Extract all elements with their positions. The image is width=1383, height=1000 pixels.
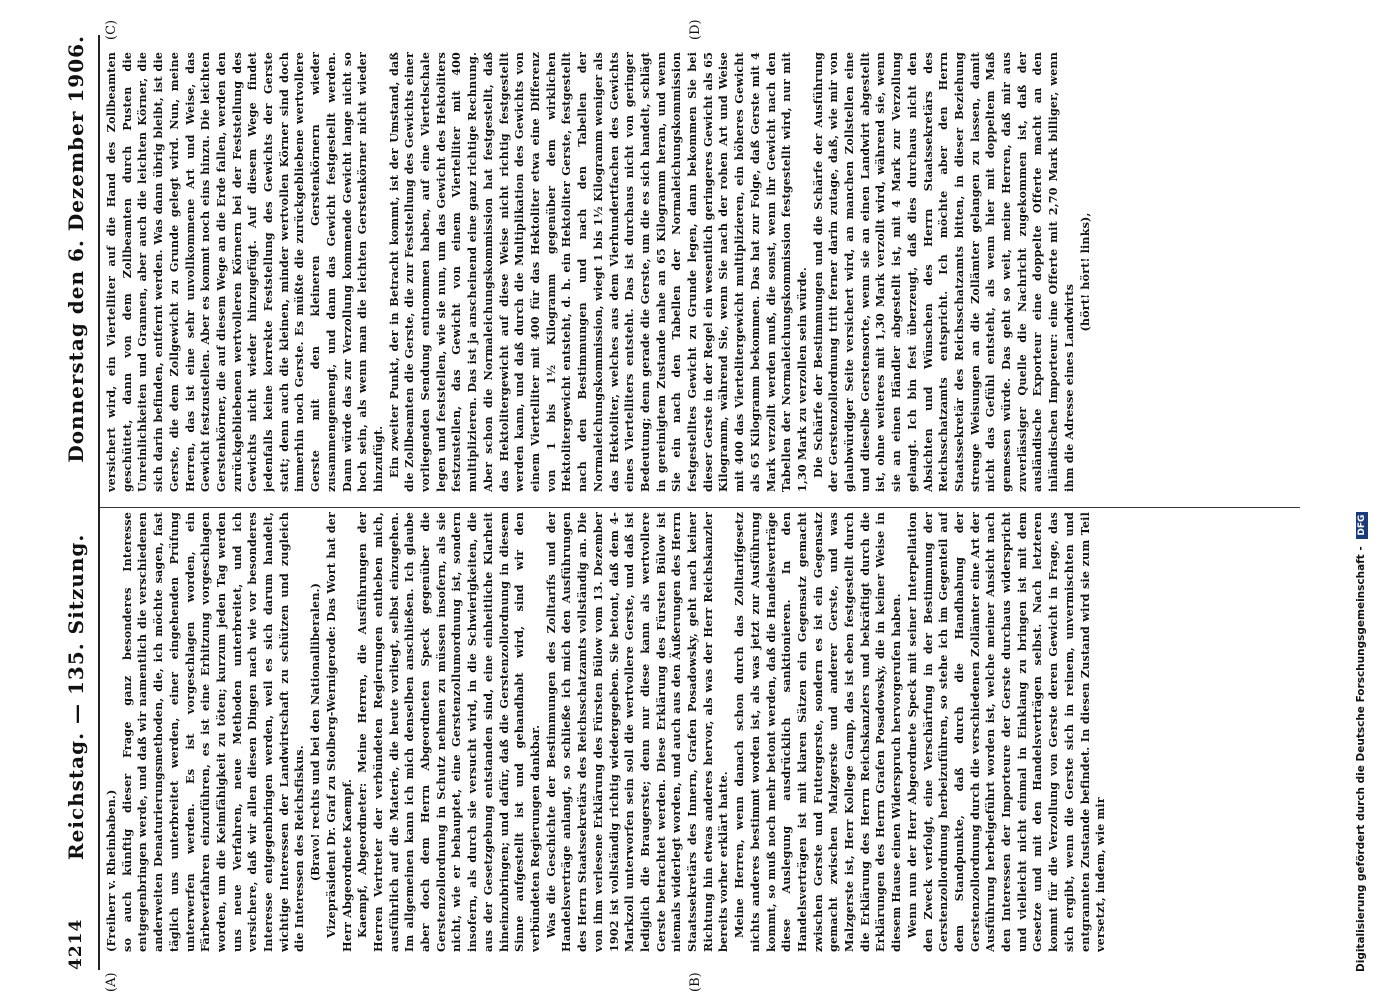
- paragraph: Meine Herren, wenn danach schon durch das Zolltarifgesetz nichts anderes bestimmt worden ist, als was jetzt zur Ausführung kommt, so muß noch mehr betont werden, daß die Handelsverträge diese Auslegung ausdrücklich sanktionieren. In den Handelsverträgen ist mit klaren Sätzen ein Gegensatz gemacht zwischen Gerste und Futtergerste, sondern es ist ein Gegensatz gemacht zwischen Malzgerste und anderer Gerste, und was Malzgerste ist, Herr Kollege Gamp, das ist eben festgestellt durch die Erklärung des Herrn Reichskanzlers und bekräftigt durch die Erklärungen des Herrn Grafen Posadowsky, die in keiner Weise in diesem Hause einen Widerspruch hervorgerufen haben.: [732, 512, 904, 952]
- right-column: [104, 52, 1294, 492]
- running-title: Reichstag. — 135. Sitzung.: [64, 533, 88, 860]
- column-divider: [100, 507, 1300, 508]
- paragraph: Was die Geschichte der Bestimmungen des Zolltarifs und der Handelsverträge anlangt, so schließe ich mich den Ausführungen des Herrn Staatssekretärs des Reichsschatzamts vollständig an. Die von ihm verlesene Erklärung des Fürsten Bülow vom 13. Dezember 1902 ist vollständig richtig wiedergegeben. Sie betont, daß dem 4-Markzoll unterworfen sein soll die wertvollere Gerste, und daß ist lediglich die Braugerste; denn nur diese kann als wertvollere Gerste betrachtet werden. Diese Erklärung des Fürsten Bülow ist niemals widerlegt worden, und auch aus den Äußerungen des Herrn Staatssekretärs des Innern, Grafen Posadowsky, geht nach keiner Richtung hin etwas anderes hervor, als was der Herr Reichskanzler bereits vorher erklärt hatte.: [543, 512, 731, 952]
- page-header: [62, 35, 96, 970]
- session-date: Donnerstag den 6. Dezember 1906.: [64, 35, 88, 463]
- digitization-footer: [1355, 32, 1368, 972]
- page-number: 4214: [66, 918, 86, 970]
- interjection: (Bravo! rechts und bei den Nationalliberalen.): [308, 582, 323, 882]
- paragraph: so auch künftig dieser Frage ganz besonderes Interesse entgegenbringen werde, und daß wir namentlich die verschiedenen anderweiten Denaturierungsmethoden, die, ich möchte sagen, fast täglich uns unterbreitet werden, einer eingehenden Prüfung unterwerfen werden. Es ist vorgeschlagen worden, ein Färbeverfahren einzuführen, es ist eine Erhitzung vorgeschlagen worden, um die Keimfähigkeit zu töten; kurzum jeden Tag werden uns neue Verfahren, neue Methoden unterbreitet, und ich versichere, daß wir allen diesen Dingen nach wie vor besonderes Interesse entgegenbringen werden, weil es sich darum handelt, wichtige Interessen der Landwirtschaft zu schützen und zugleich die Interessen des Reichsfiskus.: [119, 512, 307, 952]
- paragraph: Kaempf, Abgeordneter: Meine Herren, die Ausführungen der Herren Vertreter der verbündeten Regierungen entheben mich, ausführlich auf die Materie, die heute vorliegt, selbst einzugehen. Im allgemeinen kann ich mich denselben anschließen. Ich glaube aber doch dem Herrn Abgeordneten Speck gegenüber die Gerstenzollordnung in Schutz nehmen zu müssen insofern, als sie nicht, wie er behauptet, eine Gerstenzollumordnung ist, sondern insofern, als durch sie versucht wird, in die Schwierigkeiten, die aus der Gesetzgebung entstanden sind, eine einheitliche Klarheit hineinzubringen; und dafür, daß die Gerstenzollordnung in diesem Sinne aufgestellt ist und gehandhabt wird, sind wir den verbündeten Regierungen dankbar.: [355, 512, 542, 952]
- margin-mark-b: (B): [688, 972, 703, 992]
- digitization-note: Digitalisierung gefördert durch die Deutsche Forschungsgemeinschaft -: [1355, 546, 1367, 972]
- margin-mark-c: (C): [104, 19, 119, 40]
- paragraph: Ein zweiter Punkt, der in Betracht kommt, ist der Umstand, daß die Zollbeamten die Gerste, die zur Feststellung des Gewichts einer vorliegenden Sendung entnommen haben, auf eine Viertelschale legen und feststellen, wie sie nun, um das Gewicht des Hektoliters festzustellen, das Gewicht von einem Viertelliter mit 400 multiplizieren. Das ist ja anscheinend eine ganz richtige Rechnung. Aber schon die Normaleichungskommission hat festgestellt, daß das Hektolitergewicht auf diese Weise nicht richtig festgestellt werden kann, und daß durch die Multiplikation des Gewichts von einem Viertelliter mit 400 für das Hektoliter etwa eine Differenz von 1 bis 1½ Kilogramm gegenüber dem wirklichen Hektolitergewicht entsteht, d. h. ein Hektoliter Gerste, festgestellt nach den Bestimmungen und nach den Tabellen der Normaleichungskommission, wiegt 1 bis 1½ Kilogramm weniger als das Hektoliter, welches aus dem Vierhundertfachen des Gewichts eines Viertelliters entsteht. Das ist durchaus nicht von geringer Bedeutung; denn gerade die Gerste, um die es sich handelt, schlägt in gereinigtem Zustande nahe an 65 Kilogramm heran, und wenn Sie ein nach den Tabellen der Normaleichungskommission festgestelltes Gewicht zu Grunde legen, dann bekommen Sie bei dieser Gerste in der Regel ein wesentlich geringeres Gewicht als 65 Kilogramm, während Sie, wenn Sie nach der rohen Art und Weise mit 400 das Viertelitergewicht multiplizieren, ein höheres Gewicht als 65 Kilogramm bekommen. Das hat zur Folge, daß Gerste mit 4 Mark verzollt werden muß, die sonst, wenn ihr Gewicht nach den Tabellen der Normaleichungskommission festgestellt wird, nur mit 1,30 Mark zu verzollen sein würde.: [386, 52, 809, 492]
- left-column: [104, 512, 1294, 952]
- margin-mark-d: (D): [688, 19, 703, 40]
- interjection: (hört! hört! links),: [1077, 212, 1092, 332]
- chair-statement: Vizepräsident Dr. Graf zu Stolberg-Wernigerode: Das Wort hat der Herr Abgeordnete Kaempf.: [323, 512, 354, 952]
- paragraph: Die Schärfe der Bestimmungen und die Schärfe der Ausführung der Gerstenzollordnung tritt ferner darin zutage, daß, wie mir von glaubwürdiger Seite versichert wird, an manchen Zollstellen eine und dieselbe Gerstensorte, wenn sie an einen Landwirt abgestellt ist, ohne weiteres mit 1,30 Mark verzollt wird, während sie, wenn sie an einen Händler abgestellt ist, mit 4 Mark zur Verzollung gelangt. Ich bin fest überzeugt, daß dies durchaus nicht den Absichten und Wünschen des Herrn Staatssekretärs des Reichsschatzamts entspricht. Ich möchte aber den Herrn Staatssekretär des Reichsschatzamts bitten, in dieser Beziehung strenge Weisungen an die Zollämter gelangen zu lassen, damit nicht das Gefühl entsteht, als wenn hier mit doppeltem Maß gemessen würde. Das geht so weit, meine Herren, daß mir aus zuverlässiger Quelle die Nachricht zugekommen ist, daß der ausländische Exporteur eine doppelte Offerte macht an den inländischen Importeur: eine Offerte mit 2,70 Mark billiger, wenn ihm die Adresse eines Landwirts: [810, 52, 1076, 492]
- paragraph: versichert wird, ein Viertelliter auf die Hand des Zollbeamten geschüttet, dann von dem Zollbeamten durch Pusten die Unreinlichkeiten und Grannen, aber auch die leichten Körner, die sich darin befinden, entfernt werden. Was dann übrig bleibt, ist die Gerste, die dem Zollgewicht zu Grunde gelegt wird. Nun, meine Herren, das ist eine sehr unvollkommene Art und Weise, das Gewicht festzustellen. Aber es kommt noch eins hinzu. Die leichten Gerstenkörner, die auf diesem Wege an die Erde fallen, werden den zurückgebliebenen wertvolleren Körnern bei der Feststellung des Gewichts nicht wieder hinzugefügt. Auf diesem Wege findet jedenfalls keine korrekte Feststellung des Gewichts der Gerste statt; denn auch die kleinen, minder wertvollen Körner sind doch immerhin noch Gerste. Es müßte die zurückgebliebene wertvollere Gerste mit den kleineren Gerstenkörnern wieder zusammengemengt, und dann das Gewicht festgestellt werden. Dann würde das zur Verzollung kommende Gewicht lange nicht so hoch sein, als wenn man die leichten Gerstenkörner nicht wieder hinzufügt.: [104, 52, 385, 492]
- speaker-continuation: (Freiherr v. Rheinbaben.): [104, 789, 118, 952]
- header-rule: [98, 35, 100, 970]
- paragraph: Wenn nun der Herr Abgeordnete Speck mit seiner Interpellation den Zweck verfolgt, eine Verschärfung in der Bestimmung der Gerstenzollordnung herbeizuführen, so stehe ich im Gegenteil auf dem Standpunkte, daß durch die Handhabung der Gerstenzollordnung durch die verschiedenen Zollämter eine Art der Ausführung herbeigeführt worden ist, welche meiner Ansicht nach den Interessen der Importeure der Gerste durchaus widerspricht und vielleicht nicht einmal in Einklang zu bringen ist mit dem Gesetze und mit den Handelsverträgen selbst. Nach letzteren kommt für die Verzollung von Gerste deren Gewicht in Frage, das sich ergibt, wenn die Gerste sich in reinem, unvermischten und entgrannten Zustande befindet. In diesen Zustand wird sie zum Teil versetzt, indem, wie mir: [904, 512, 1108, 952]
- margin-mark-a: (A): [104, 972, 119, 992]
- dfg-logo: DFG: [1356, 512, 1368, 539]
